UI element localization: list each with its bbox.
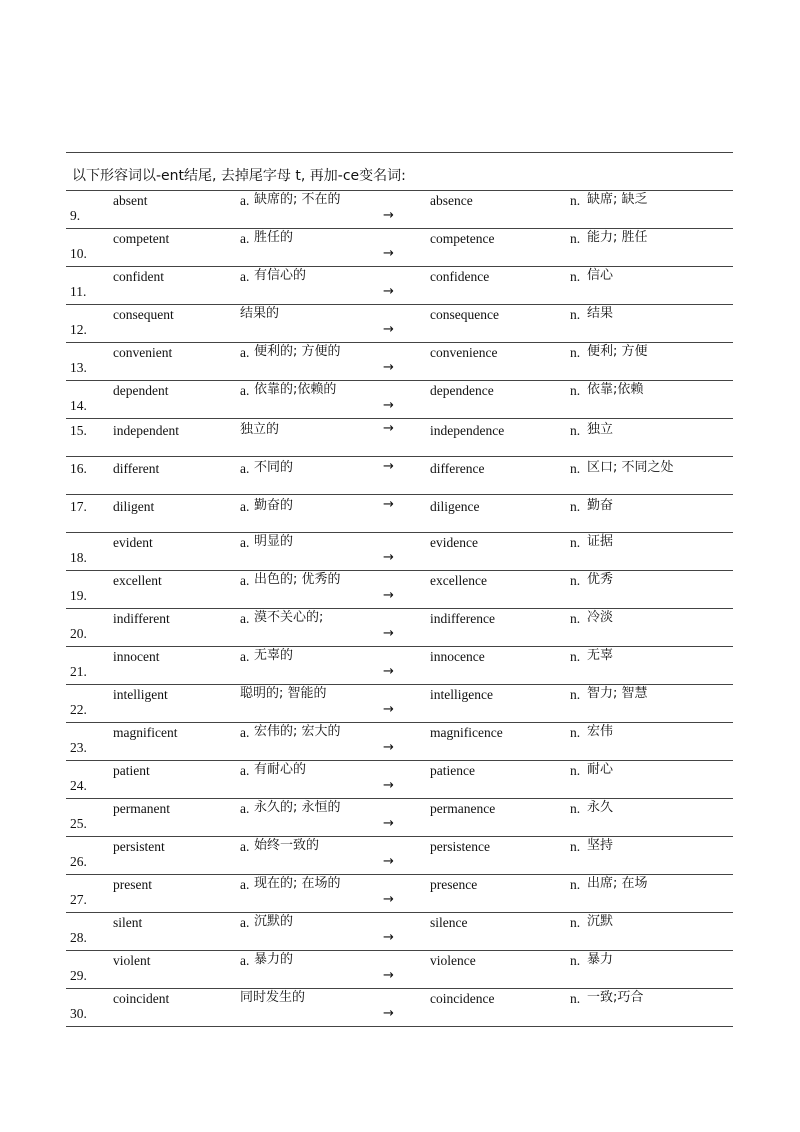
adjective-meaning: 无辜的 — [254, 648, 294, 663]
noun-pos: n. — [570, 461, 581, 476]
arrow-glyph: → — [383, 588, 394, 603]
adjective-word: indifferent — [113, 611, 170, 626]
arrow-glyph: → — [383, 816, 394, 831]
row-number: 11. — [70, 284, 87, 299]
noun-pos: n. — [570, 423, 581, 438]
noun-word: persistence — [430, 839, 490, 854]
noun-word: difference — [430, 461, 485, 476]
noun-meaning: 优秀 — [587, 572, 614, 587]
table-row — [66, 228, 733, 266]
adjective-meaning: 有耐心的 — [254, 762, 307, 777]
noun-meaning: 沉默 — [587, 914, 614, 929]
noun-meaning: 独立 — [587, 422, 614, 437]
row-number: 19. — [70, 588, 87, 603]
table-row — [66, 836, 733, 874]
table-row — [66, 646, 733, 684]
table-row — [66, 608, 733, 646]
adjective-meaning: 暴力的 — [254, 952, 294, 967]
adjective-meaning: 同时发生的 — [240, 990, 306, 1005]
noun-word: competence — [430, 231, 495, 246]
adjective-pos: a. — [240, 383, 250, 398]
noun-meaning: 信心 — [587, 268, 614, 283]
section-heading: 以下形容词以-ent结尾, 去掉尾字母 t, 再加-ce变名词: — [72, 168, 406, 184]
noun-pos: n. — [570, 269, 581, 284]
noun-meaning: 耐心 — [587, 762, 614, 777]
arrow-glyph: → — [383, 626, 394, 641]
noun-meaning: 宏伟 — [587, 724, 614, 739]
row-number: 10. — [70, 246, 87, 261]
adjective-pos: a. — [240, 877, 250, 892]
adjective-pos: a. — [240, 499, 250, 514]
table-row — [66, 760, 733, 798]
row-number: 14. — [70, 398, 87, 413]
row-number: 24. — [70, 778, 87, 793]
adjective-word: intelligent — [113, 687, 168, 702]
arrow-glyph: → — [383, 284, 394, 299]
row-number: 12. — [70, 322, 87, 337]
arrow-glyph: → — [383, 398, 394, 413]
table-row — [66, 950, 733, 988]
adjective-word: magnificent — [113, 725, 178, 740]
adjective-meaning: 出色的; 优秀的 — [254, 572, 341, 587]
adjective-word: innocent — [113, 649, 160, 664]
noun-pos: n. — [570, 991, 581, 1006]
noun-pos: n. — [570, 915, 581, 930]
row-number: 17. — [70, 499, 87, 514]
noun-word: patience — [430, 763, 475, 778]
adjective-meaning: 胜任的 — [254, 230, 294, 245]
noun-word: convenience — [430, 345, 498, 360]
noun-pos: n. — [570, 535, 581, 550]
noun-meaning: 坚持 — [587, 838, 614, 853]
noun-word: consequence — [430, 307, 499, 322]
adjective-word: confident — [113, 269, 164, 284]
table-row — [66, 570, 733, 608]
row-number: 28. — [70, 930, 87, 945]
adjective-meaning: 依靠的;依赖的 — [254, 382, 337, 397]
adjective-pos: a. — [240, 953, 250, 968]
arrow-glyph: → — [383, 1006, 394, 1021]
noun-word: silence — [430, 915, 468, 930]
noun-word: permanence — [430, 801, 496, 816]
noun-meaning: 缺席; 缺乏 — [587, 192, 648, 207]
noun-pos: n. — [570, 801, 581, 816]
adjective-meaning: 永久的; 永恒的 — [254, 800, 341, 815]
table-row — [66, 988, 733, 1027]
arrow-glyph: → — [383, 664, 394, 679]
table-row — [66, 798, 733, 836]
row-number: 20. — [70, 626, 87, 641]
noun-meaning: 能力; 胜任 — [587, 230, 648, 245]
noun-meaning: 便利; 方便 — [587, 344, 648, 359]
adjective-pos: a. — [240, 269, 250, 284]
noun-meaning: 出席; 在场 — [587, 876, 648, 891]
adjective-word: different — [113, 461, 160, 476]
row-number: 13. — [70, 360, 87, 375]
top-rule — [66, 152, 733, 153]
arrow-glyph: → — [383, 892, 394, 907]
adjective-pos: a. — [240, 231, 250, 246]
noun-meaning: 暴力 — [587, 952, 614, 967]
arrow-glyph: → — [383, 208, 394, 223]
noun-pos: n. — [570, 611, 581, 626]
row-number: 27. — [70, 892, 87, 907]
noun-pos: n. — [570, 725, 581, 740]
noun-word: presence — [430, 877, 478, 892]
adjective-meaning: 勤奋的 — [254, 498, 294, 513]
noun-pos: n. — [570, 953, 581, 968]
adjective-word: independent — [113, 423, 179, 438]
noun-pos: n. — [570, 193, 581, 208]
noun-pos: n. — [570, 231, 581, 246]
row-number: 16. — [70, 461, 87, 476]
noun-pos: n. — [570, 763, 581, 778]
noun-word: confidence — [430, 269, 490, 284]
adjective-pos: a. — [240, 611, 250, 626]
table-row — [66, 684, 733, 722]
arrow-glyph: → — [383, 360, 394, 375]
noun-meaning: 永久 — [587, 800, 614, 815]
noun-pos: n. — [570, 649, 581, 664]
table-row — [66, 494, 733, 532]
noun-word: intelligence — [430, 687, 493, 702]
adjective-meaning: 结果的 — [240, 306, 280, 321]
table-row — [66, 342, 733, 380]
noun-word: absence — [430, 193, 473, 208]
adjective-word: dependent — [113, 383, 169, 398]
table-row — [66, 304, 733, 342]
table-row — [66, 874, 733, 912]
noun-meaning: 一致;巧合 — [587, 990, 644, 1005]
adjective-word: violent — [113, 953, 151, 968]
adjective-word: coincident — [113, 991, 170, 1006]
noun-pos: n. — [570, 499, 581, 514]
table-row — [66, 912, 733, 950]
adjective-pos: a. — [240, 535, 250, 550]
noun-word: indifference — [430, 611, 495, 626]
noun-word: violence — [430, 953, 476, 968]
adjective-pos: a. — [240, 649, 250, 664]
adjective-word: absent — [113, 193, 148, 208]
adjective-pos: a. — [240, 763, 250, 778]
adjective-word: consequent — [113, 307, 174, 322]
adjective-pos: a. — [240, 573, 250, 588]
row-number: 25. — [70, 816, 87, 831]
row-number: 23. — [70, 740, 87, 755]
row-number: 26. — [70, 854, 87, 869]
noun-meaning: 区口; 不同之处 — [587, 460, 674, 475]
adjective-pos: a. — [240, 839, 250, 854]
row-number: 30. — [70, 1006, 87, 1021]
adjective-word: persistent — [113, 839, 165, 854]
row-number: 9. — [70, 208, 81, 223]
adjective-meaning: 便利的; 方便的 — [254, 344, 341, 359]
adjective-meaning: 独立的 — [240, 422, 280, 437]
adjective-pos: a. — [240, 915, 250, 930]
noun-pos: n. — [570, 877, 581, 892]
adjective-pos: a. — [240, 801, 250, 816]
adjective-meaning: 不同的 — [254, 460, 294, 475]
adjective-meaning: 明显的 — [254, 534, 294, 549]
adjective-meaning: 漠不关心的; — [254, 610, 324, 625]
adjective-meaning: 沉默的 — [254, 914, 294, 929]
adjective-word: patient — [113, 763, 150, 778]
table-row — [66, 418, 733, 456]
table-row — [66, 266, 733, 304]
adjective-pos: a. — [240, 725, 250, 740]
noun-word: excellence — [430, 573, 487, 588]
adjective-meaning: 聪明的; 智能的 — [240, 686, 327, 701]
noun-pos: n. — [570, 345, 581, 360]
adjective-meaning: 有信心的 — [254, 268, 307, 283]
noun-meaning: 智力; 智慧 — [587, 686, 648, 701]
row-number: 21. — [70, 664, 87, 679]
row-number: 18. — [70, 550, 87, 565]
adjective-word: silent — [113, 915, 143, 930]
adjective-meaning: 宏伟的; 宏大的 — [254, 724, 341, 739]
noun-word: innocence — [430, 649, 485, 664]
adjective-word: evident — [113, 535, 153, 550]
noun-pos: n. — [570, 307, 581, 322]
noun-meaning: 依靠;依赖 — [587, 382, 644, 397]
noun-meaning: 结果 — [587, 306, 614, 321]
noun-pos: n. — [570, 573, 581, 588]
arrow-glyph: → — [383, 550, 394, 565]
table-row — [66, 532, 733, 570]
adjective-pos: a. — [240, 345, 250, 360]
noun-pos: n. — [570, 839, 581, 854]
table-row — [66, 190, 733, 228]
adjective-pos: a. — [240, 193, 250, 208]
noun-pos: n. — [570, 687, 581, 702]
noun-word: evidence — [430, 535, 478, 550]
noun-word: magnificence — [430, 725, 503, 740]
row-number: 22. — [70, 702, 87, 717]
noun-word: independence — [430, 423, 505, 438]
noun-meaning: 无辜 — [587, 648, 614, 663]
noun-word: coincidence — [430, 991, 495, 1006]
noun-meaning: 证据 — [587, 534, 614, 549]
adjective-meaning: 缺席的; 不在的 — [254, 192, 341, 207]
arrow-glyph: → — [383, 930, 394, 945]
noun-word: diligence — [430, 499, 480, 514]
arrow-glyph: → — [383, 421, 394, 436]
adjective-word: excellent — [113, 573, 162, 588]
noun-word: dependence — [430, 383, 494, 398]
adjective-meaning: 现在的; 在场的 — [254, 876, 341, 891]
adjective-word: permanent — [113, 801, 170, 816]
adjective-word: convenient — [113, 345, 173, 360]
arrow-glyph: → — [383, 322, 394, 337]
arrow-glyph: → — [383, 246, 394, 261]
arrow-glyph: → — [383, 497, 394, 512]
adjective-pos: a. — [240, 461, 250, 476]
arrow-glyph: → — [383, 854, 394, 869]
arrow-glyph: → — [383, 778, 394, 793]
adjective-word: present — [113, 877, 152, 892]
arrow-glyph: → — [383, 459, 394, 474]
arrow-glyph: → — [383, 702, 394, 717]
noun-meaning: 勤奋 — [587, 498, 614, 513]
arrow-glyph: → — [383, 968, 394, 983]
adjective-word: competent — [113, 231, 170, 246]
vocabulary-table — [66, 190, 733, 1027]
table-row — [66, 722, 733, 760]
row-number: 15. — [70, 423, 87, 438]
noun-meaning: 冷淡 — [587, 610, 614, 625]
row-number: 29. — [70, 968, 87, 983]
noun-pos: n. — [570, 383, 581, 398]
adjective-word: diligent — [113, 499, 155, 514]
table-row — [66, 456, 733, 494]
adjective-meaning: 始终一致的 — [254, 838, 320, 853]
table-row — [66, 380, 733, 418]
arrow-glyph: → — [383, 740, 394, 755]
